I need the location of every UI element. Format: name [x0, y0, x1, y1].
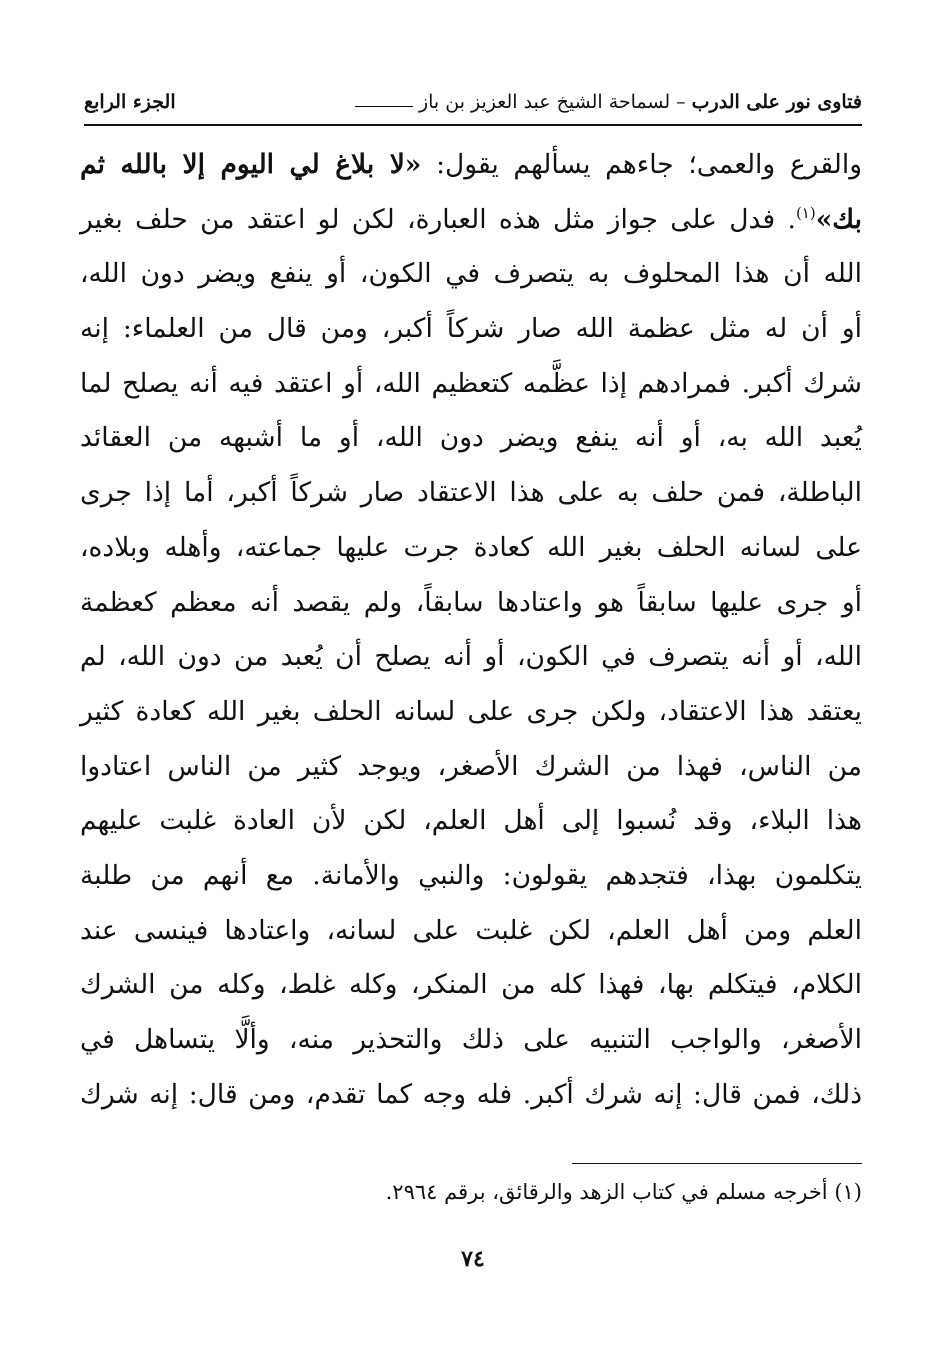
footnote: (١) أخرجه مسلم في كتاب الزهد والرقائق، برقم ٢٩٦٤.: [385, 1180, 862, 1204]
line-text: شرك أكبر. فمرادهم إذا عظَّمه كتعظيم الله، أو اعتقد فيه أنه يصلح لما: [80, 367, 862, 399]
line-text: الله أن هذا المحلوف به يتصرف في الكون، أو ينفع ويضر دون الله،: [80, 258, 862, 290]
line-text: يعتقد هذا الاعتقاد، ولكن جرى على لسانه الحلف بغير الله كعادة كثير: [80, 695, 862, 727]
text-line: [80, 411, 862, 466]
line-text: من الناس، فهذا من الشرك الأصغر، ويوجد كثير من الناس اعتادوا: [80, 750, 862, 782]
line-text: والقرع والعمى؛ جاءهم يسألهم يقول:: [421, 149, 862, 180]
header-title-group: [349, 91, 862, 113]
line-text: الأصغر، والواجب التنبيه على ذلك والتحذير منه، وألَّا يتساهل في: [80, 1024, 862, 1055]
book-title: فتاوى نور على الدرب: [691, 91, 862, 113]
footnote-divider: [572, 1163, 862, 1164]
text-line: [80, 576, 862, 631]
header-dash-rule: [355, 106, 413, 107]
page-number: ٧٤: [461, 1246, 485, 1272]
volume-label: الجزء الرابع: [84, 91, 176, 113]
text-line: [80, 357, 862, 412]
line-text: . فدل على جواز مثل هذه العبارة، لكن لو اعتقد من حلف بغير: [80, 203, 796, 235]
line-text: الباطلة، فمن حلف به على هذا الاعتقاد صار شركاً أكبر، أما إذا جرى: [80, 477, 862, 509]
header-separator: –: [676, 91, 686, 113]
text-line: [80, 247, 862, 302]
header-divider: [84, 124, 862, 126]
text-line: [80, 685, 862, 740]
text-line: [80, 740, 862, 795]
line-text: العلم ومن أهل العلم، لكن غلبت على لسانه، واعتادها فينسى عند: [80, 914, 862, 946]
line-text: يُعبد الله به، أو أنه ينفع ويضر دون الله، أو ما أشبهه من العقائد: [80, 422, 862, 454]
text-line: [80, 630, 862, 685]
footnote-reference[interactable]: (١): [795, 203, 816, 222]
text-line: [80, 521, 862, 576]
line-text: ذلك، فمن قال: إنه شرك أكبر. فله وجه كما تقدم، ومن قال: إنه شرك: [80, 1078, 862, 1110]
text-line: [80, 466, 862, 521]
line-text: أو أن له مثل عظمة الله صار شركاً أكبر، ومن قال من العلماء: إنه: [80, 313, 862, 345]
text-line: [80, 193, 862, 248]
body-text: [80, 138, 862, 1122]
quoted-text: بك»: [815, 203, 862, 235]
text-line: [80, 1013, 862, 1068]
line-text: أو جرى عليها سابقاً هو واعتادها سابقاً، ولم يقصد أنه معظم كعظمة: [80, 586, 862, 618]
text-line: [80, 1068, 862, 1123]
text-line: [80, 138, 862, 193]
line-text: على لسانه الحلف بغير الله كعادة جرت عليها جماعته، وأهله وبلاده،: [80, 531, 862, 563]
text-line: [80, 904, 862, 959]
text-line: [80, 302, 862, 357]
text-line: [80, 794, 862, 849]
quoted-text: «لا بلاغ لي اليوم إلا بالله ثم: [80, 149, 422, 180]
line-text: الكلام، فيتكلم بها، فهذا كله من المنكر، وكله غلط، وكله من الشرك: [80, 969, 862, 1001]
author-name: لسماحة الشيخ عبد العزيز بن باز: [418, 91, 671, 113]
line-text: الله، أو أنه يتصرف في الكون، أو أنه يصلح أن يُعبد من دون الله، لم: [80, 641, 862, 673]
running-header: [84, 84, 862, 120]
text-line: [80, 849, 862, 904]
line-text: هذا البلاء، وقد نُسبوا إلى أهل العلم، لكن لأن العادة غلبت عليهم: [80, 805, 862, 837]
line-text: يتكلمون بهذا، فتجدهم يقولون: والنبي والأمانة. مع أنهم من طلبة: [80, 859, 862, 891]
text-line: [80, 958, 862, 1013]
